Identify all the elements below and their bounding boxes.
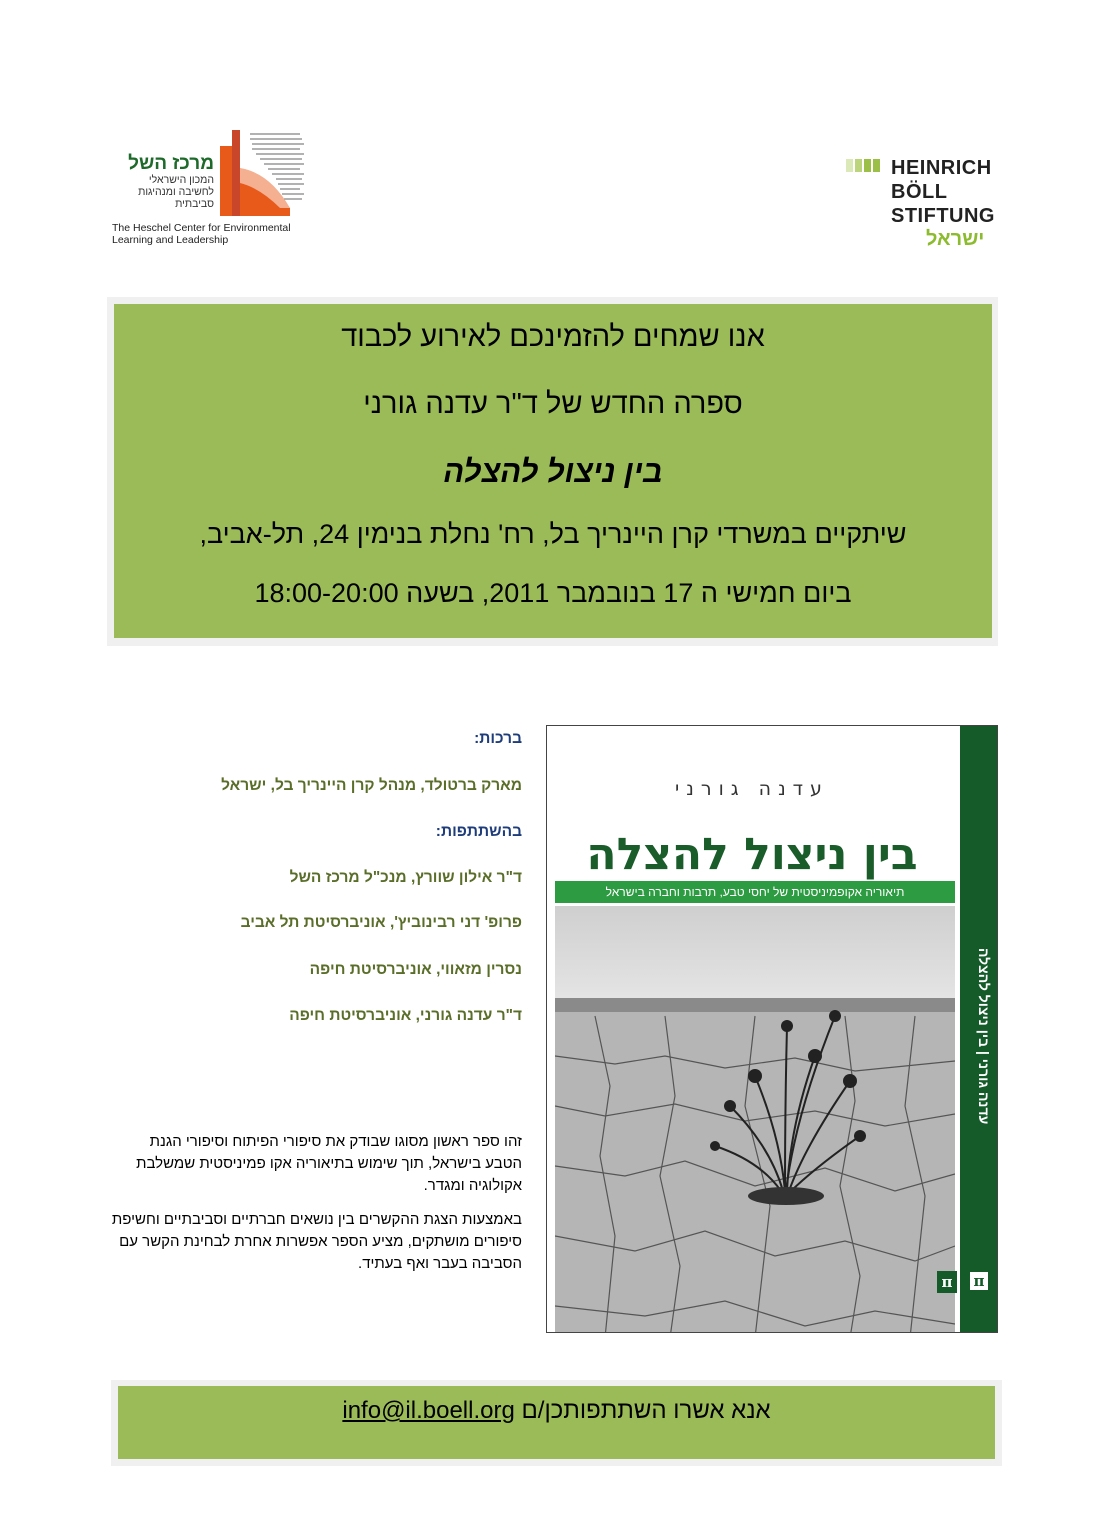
heschel-hebrew-name: מרכז השל המכון הישראלי לחשיבה ומנהיגות סביבתית <box>128 153 214 210</box>
description-paragraph-1: זהו ספר ראשון מסוגו שבודק את סיפורי הפיתוח וסיפורי הגנת הטבע בישראל, תוך שימוש בתיאוריה אקו פמיניסטית שמשלבת אקולוגיה ומגדר. <box>136 1133 522 1194</box>
greeter: מארק ברטולד, מנהל קרן היינריך בל, ישראל <box>221 777 522 794</box>
book-description <box>110 1131 522 1287</box>
cover-subtitle: תיאוריה אקופמיניסטית של יחסי טבע, תרבות וחברה בישראל <box>555 881 955 903</box>
cover-author: עדנה גורני <box>675 778 829 800</box>
boell-wordmark: HEINRICH BÖLL STIFTUNG <box>891 157 995 227</box>
event-datetime: ביום חמישי ה 17 בנובמבר 2011, בשעה 18:00-20:00 <box>254 578 852 608</box>
boell-bars-icon <box>846 159 882 177</box>
invite-line-1: אנו שמחים להזמינכם לאירוע לכבוד <box>341 321 765 353</box>
rsvp-email-link[interactable]: info@il.boell.org <box>342 1397 515 1424</box>
event-location: שיתקיים במשרדי קרן היינריך בל, רח' נחלת בנימין 24, תל-אביב, <box>199 519 907 549</box>
heschel-emblem-icon <box>220 128 308 216</box>
participants-label: בהשתתפות: <box>435 823 522 840</box>
greetings-label: ברכות: <box>474 730 522 747</box>
heschel-english-name: The Heschel Center for Environmental Learning and Leadership <box>112 222 291 246</box>
participant-1: ד"ר אילון שוורץ, מנכ"ל מרכז השל <box>289 869 522 886</box>
book-title: בין ניצול להצלה <box>443 454 663 489</box>
participant-3: נסרין מזאווי, אוניברסיטת חיפה <box>309 961 522 978</box>
description-paragraph-2: באמצעות הצגת ההקשרים בין נושאים חברתיים וסביבתיים וחשיפת סיפורים מושתקים, מציע הספר אפשרות אחרת לבחינת הקשר עם הסביבה בעבר ואף בעתיד. <box>111 1211 522 1272</box>
heschel-logo <box>110 128 310 248</box>
invitation-box <box>114 304 992 638</box>
cover-photo-papyrus-icon <box>555 906 955 1333</box>
invite-line-2: ספרה החדש של ד"ר עדנה גורני <box>363 388 743 420</box>
spine-text: עדנה גורני | בין ניצול להצלה <box>976 947 992 1125</box>
spine-publisher-icon: π <box>970 1272 988 1290</box>
book-spine <box>960 726 998 1333</box>
participant-4: ד"ר עדנה גורני, אוניברסיטת חיפה <box>289 1007 522 1024</box>
boell-country: ישראל <box>926 228 985 250</box>
rsvp-box <box>118 1386 995 1459</box>
rsvp-text: אנא אשרו השתתפותכן/ם <box>514 1397 771 1424</box>
publisher-logo-icon: π <box>937 1271 957 1293</box>
book-cover <box>546 725 998 1333</box>
boell-logo <box>846 156 996 252</box>
participant-2: פרופ' דני רבינוביץ', אוניברסיטת תל אביב <box>240 914 522 931</box>
cover-title: בין ניצול להצלה <box>586 829 918 880</box>
